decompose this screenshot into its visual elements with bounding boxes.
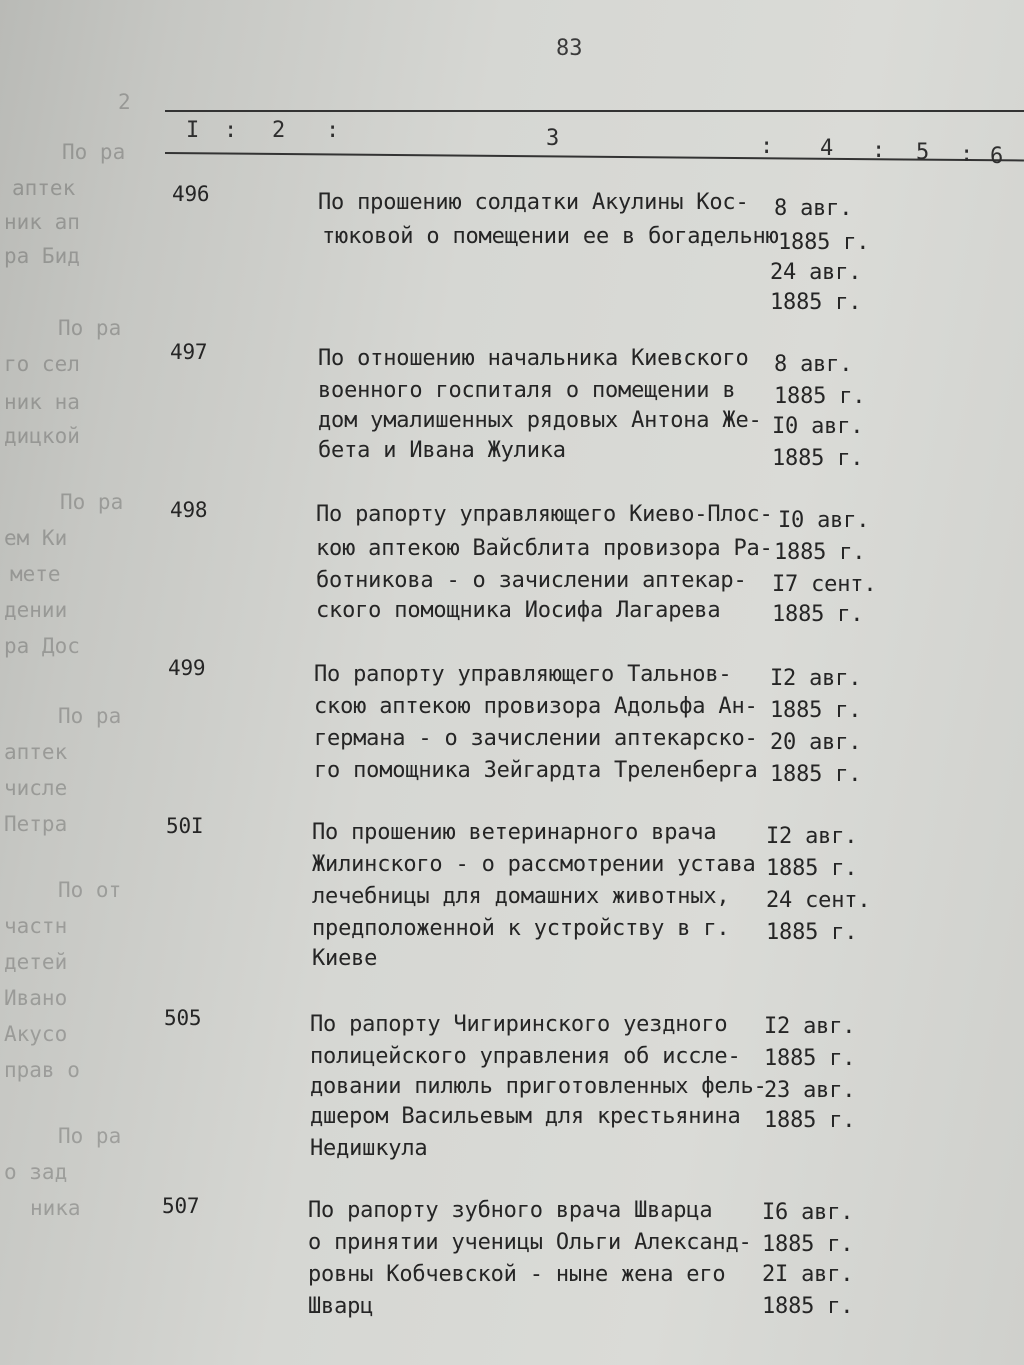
entry-date: I2 авг. [764,1014,856,1039]
entry-text-line: По прошению солдатки Акулины Кос- [318,190,749,215]
entry-text-line: военного госпиталя о помещении в [318,378,736,403]
fragment-text: частн [4,914,68,938]
entry-date: 1885 г. [772,446,864,471]
entry-text-line: кою аптекою Вайсблита провизора Ра- [316,536,773,561]
entry-date: 1885 г. [772,602,864,627]
entry-date: 1885 г. [770,762,862,787]
entry-text-line: Киеве [312,946,378,971]
column-header-1: I [186,118,200,143]
entry-text-line: Недишкула [310,1136,428,1161]
page-number: 83 [556,36,583,61]
column-separator: : [872,138,886,163]
header-top-rule [165,110,1024,112]
column-header-5: 5 [916,140,930,165]
entry-text-line: лечебницы для домашних животных, [312,884,730,909]
entry-date: 1885 г. [764,1046,856,1071]
entry-date: 24 авг. [770,260,862,285]
entry-number: 50I [166,814,204,838]
entry-text-line: По рапорту управляющего Киево-Плос- [316,502,773,527]
entry-number: 505 [164,1006,202,1030]
fragment-text: го сел [4,352,80,376]
column-header-4: 4 [820,136,834,161]
fragment-text: По ра [58,316,122,340]
entry-date: I0 авг. [778,508,870,533]
fragment-text: По ра [58,1124,122,1148]
entry-date: 1885 г. [764,1108,856,1133]
entry-text-line: По рапорту зубного врача Шварца [308,1198,713,1223]
entry-date: 20 авг. [770,730,862,755]
entry-date: 1885 г. [770,290,862,315]
entry-text-line: По прошению ветеринарного врача [312,820,717,845]
entry-text-line: предположенной к устройству в г. [312,916,730,941]
fragment-text: ра Бид [4,244,80,268]
entry-number: 497 [170,340,208,364]
entry-text-line: Шварц [308,1294,374,1319]
entry-date: 2I авг. [762,1262,854,1287]
fragment-text: 2 [118,90,131,114]
fragment-text: По ра [60,490,124,514]
column-separator: : [760,134,774,159]
column-header-6: 6 [990,144,1004,169]
fragment-text: По от [58,878,122,902]
fragment-text: Петра [4,812,68,836]
entry-date: 1885 г. [774,540,866,565]
fragment-text: Ивано [4,986,68,1010]
entry-text-line: Жилинского - о рассмотрении устава [312,852,756,877]
column-header-2: 2 [272,118,286,143]
entry-number: 507 [162,1194,200,1218]
entry-date: 8 авг. [774,196,853,221]
entry-text-line: дом умалишенных рядовых Антона Же- [318,408,762,433]
fragment-text: аптек [12,176,76,200]
entry-date: I7 сент. [772,572,877,597]
fragment-text: дицкой [4,424,80,448]
entry-date: 1885 г. [766,920,858,945]
entry-date: 1885 г. [770,698,862,723]
fragment-text: По ра [58,704,122,728]
entry-text-line: По рапорту Чигиринского уездного [310,1012,728,1037]
fragment-text: детей [4,950,68,974]
entry-text-line: довании пилюль приготовленных фель- [310,1074,767,1099]
entry-date: I6 авг. [762,1200,854,1225]
fragment-text: аптек [4,740,68,764]
entry-text-line: бета и Ивана Жулика [318,438,566,463]
fragment-text: ник на [4,390,80,414]
column-separator: : [224,118,238,143]
entry-text-line: германа - о зачислении аптекарско- [314,726,758,751]
entry-text-line: тюковой о помещении ее в богадельню [322,224,779,249]
fragment-text: По ра [62,140,126,164]
column-separator: : [326,118,340,143]
entry-number: 496 [172,182,210,206]
entry-text-line: скою аптекою провизора Адольфа Ан- [314,694,758,719]
fragment-text: мете [10,562,61,586]
header-bottom-rule [165,152,1024,161]
entry-text-line: полицейского управления об иссле- [310,1044,741,1069]
entry-text-line: ровны Кобчевской - ныне жена его [308,1262,726,1287]
entry-text-line: о принятии ученицы Ольги Александ- [308,1230,752,1255]
entry-date: 1885 г. [766,856,858,881]
column-separator: : [960,142,974,167]
entry-date: I2 авг. [766,824,858,849]
fragment-text: ем Ки [4,526,68,550]
entry-text-line: дшером Васильевым для крестьянина [310,1104,741,1129]
entry-text-line: го помощника Зейгардта Треленберга [314,758,758,783]
entry-number: 499 [168,656,206,680]
fragment-text: прав о [4,1058,80,1082]
entry-date: 8 авг. [774,352,853,377]
fragment-text: числе [4,776,68,800]
fragment-text: дении [4,598,68,622]
entry-date: 23 авг. [764,1078,856,1103]
fragment-text: ра Дос [4,634,80,658]
entry-text-line: По отношению начальника Киевского [318,346,749,371]
entry-date: 1885 г. [762,1232,854,1257]
entry-date: I0 авг. [772,414,864,439]
entry-text-line: По рапорту управляющего Тальнов- [314,662,732,687]
fragment-text: Акусо [4,1022,68,1046]
entry-text-line: ботникова - о зачислении аптекар- [316,568,747,593]
entry-date: 1885 г. [778,230,870,255]
left-page-fragment [0,0,160,1365]
column-header-3: 3 [546,126,560,151]
entry-date: 1885 г. [762,1294,854,1319]
entry-number: 498 [170,498,208,522]
fragment-text: ник ап [4,210,80,234]
fragment-text: ника [30,1196,81,1220]
entry-date: 24 сент. [766,888,871,913]
entry-text-line: ского помощника Иосифа Лагарева [316,598,721,623]
fragment-text: о зад [4,1160,68,1184]
entry-date: 1885 г. [774,384,866,409]
entry-date: I2 авг. [770,666,862,691]
